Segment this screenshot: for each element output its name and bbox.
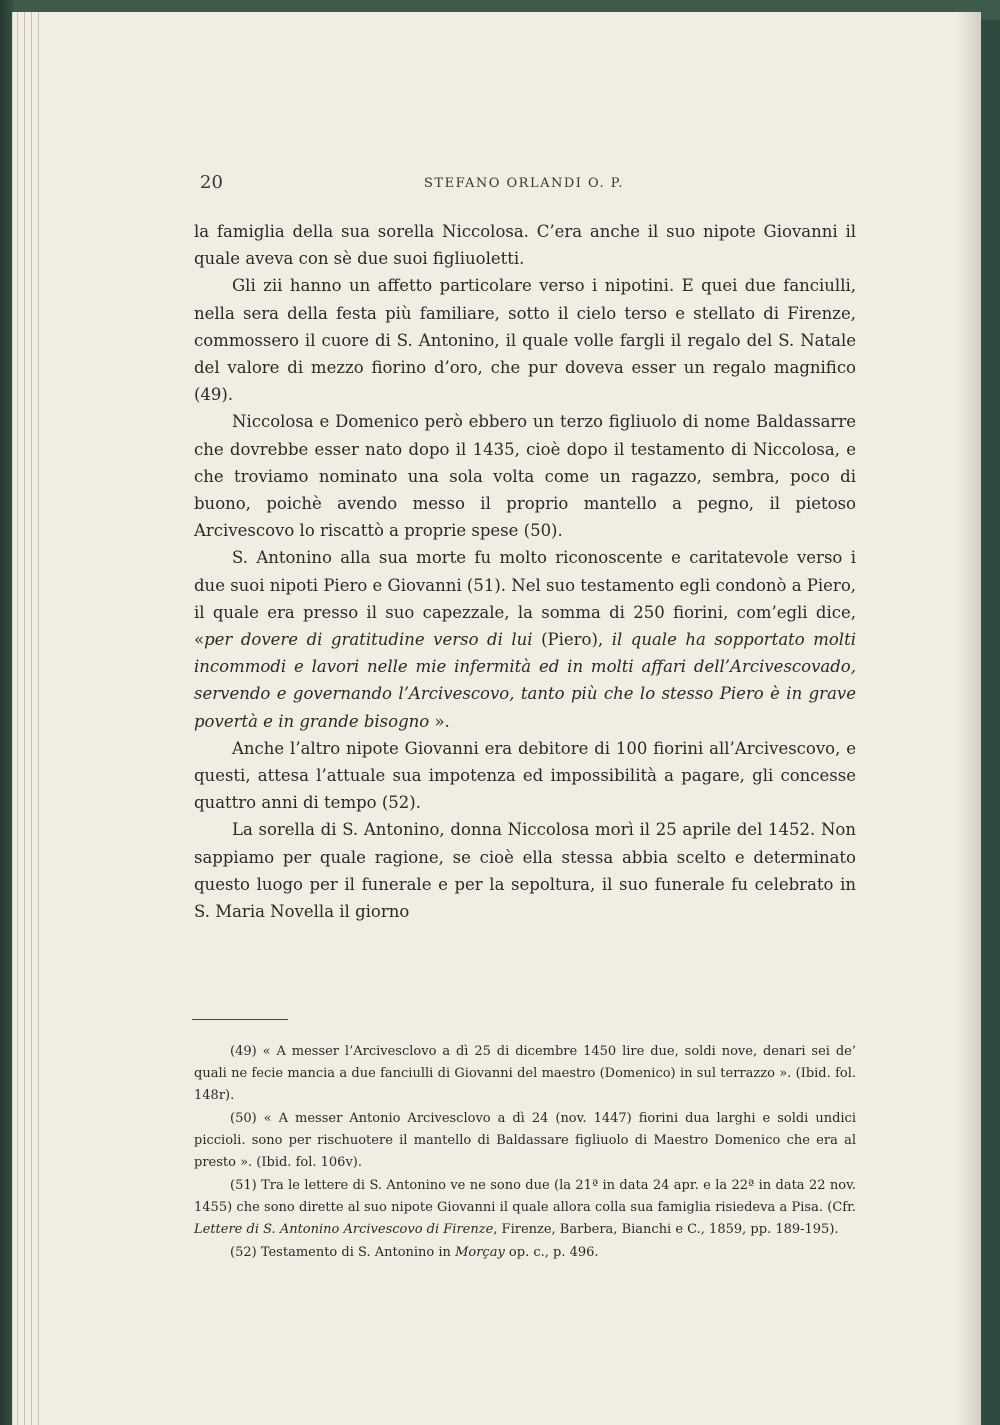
footnote-50: (50) « A messer Antonio Arcivesclovo a dì 24 (nov. 1447) fiorini dua larghi e soldi undici piccioli. sono per rischuotere il mantello di Baldassare figliuolo di Maestro Domenico che era al presto ». (Ibid. fol. 106v). <box>194 1111 856 1170</box>
paragraph-4 <box>194 544 856 734</box>
running-head: STEFANO ORLANDI O. P. <box>424 176 624 191</box>
page-shadow <box>956 12 981 1425</box>
footnote-49: (49) « A messer l’Arcivesclovo a dì 25 di dicembre 1450 lire due, soldi nove, denari sei de’ quali ne fecie mancia a due fanciulli di Giovanni del maestro (Domenico) in sul terrazzo ». (Ibid. fol. 148r). <box>194 1044 856 1103</box>
body-text <box>194 218 856 925</box>
paragraph-6: La sorella di S. Antonino, donna Niccolosa morì il 25 aprile del 1452. Non sappiamo per quale ragione, se cioè ella stessa abbia scelto e determinato questo luogo per il funerale e per la sepoltura, il suo funerale fu celebrato in S. Maria Novella il giorno <box>194 820 856 922</box>
footnotes <box>194 1041 856 1265</box>
paragraph-2: Gli zii hanno un affetto particolare verso i nipotini. E quei due fanciulli, nella sera della festa più familiare, sotto il cielo terso e stellato di Firenze, commossero il cuore di S. Antonino, il quale volle fargli il regalo del S. Natale del valore di mezzo fiorino d’oro, che pur doveva esser un regalo magnifico (49). <box>194 276 856 405</box>
footnote-51-intro: (51) Tra le lettere di S. Antonino ve ne sono due (la 21ª in data 24 apr. e la 22ª in data 22 nov. 1455) che sono dirette al suo nipote Giovanni il quale allora colla sua famiglia risiedeva a Pisa. (Cfr. <box>194 1178 856 1215</box>
quote-part-1: per dovere di gratitudine verso di lui <box>204 630 533 650</box>
paragraph-4-mid: (Piero), <box>532 630 612 650</box>
footnote-51-title: Lettere di S. Antonino Arcivescovo di Firenze <box>194 1222 494 1237</box>
footnote-52-end: op. c., p. 496. <box>504 1245 599 1260</box>
footnote-52 <box>194 1242 856 1264</box>
paragraph-5: Anche l’altro nipote Giovanni era debitore di 100 fiorini all’Arcivescovo, e questi, attesa l’attuale sua impotenza ed impossibilità a pagare, gli concesse quattro anni di tempo (52). <box>194 738 856 813</box>
footnote-52-author: Morçay <box>455 1245 505 1260</box>
paragraph-3: Niccolosa e Domenico però ebbero un terzo figliuolo di nome Baldassarre che dovrebbe esser nato dopo il 1435, cioè dopo il testamento di Niccolosa, e che troviamo nominato una sola volta come un ragazzo, sembra, poco di buono, poichè avendo messo il proprio mantello a pegno, il pietoso Arcivescovo lo riscattò a proprie spese (50). <box>194 412 856 541</box>
footnote-separator <box>192 1019 288 1020</box>
page-stack-edges <box>14 12 44 1425</box>
paragraph-4-intro: S. Antonino alla sua morte fu molto riconoscente e caritatevole verso i due suoi nipoti Piero e Giovanni (51). Nel suo testamento egli condonò a Piero, il quale era presso il suo capezzale, la somma di 250 fiorini, com’egli dice, « <box>194 548 856 650</box>
paragraph-4-end: ». <box>429 711 450 731</box>
footnote-52-intro: (52) Testamento di S. Antonino in <box>230 1245 456 1260</box>
quote-part-2: il quale ha sopportato molti incommodi e lavori nelle mie infermità ed in molti affari dell’Arcivescovado, servendo e governando l’Arcivescovo, tanto più che lo stesso Piero è in grave povertà e in grande bisogno <box>194 630 856 731</box>
footnote-51-end: , Firenze, Barbera, Bianchi e C., 1859, pp. 189-195). <box>493 1222 839 1237</box>
paragraph-1: la famiglia della sua sorella Niccolosa. C’era anche il suo nipote Giovanni il quale aveva con sè due suoi figliuoletti. <box>194 222 856 269</box>
footnote-51 <box>194 1175 856 1241</box>
page-number: 20 <box>200 172 223 193</box>
page-header <box>200 172 860 196</box>
